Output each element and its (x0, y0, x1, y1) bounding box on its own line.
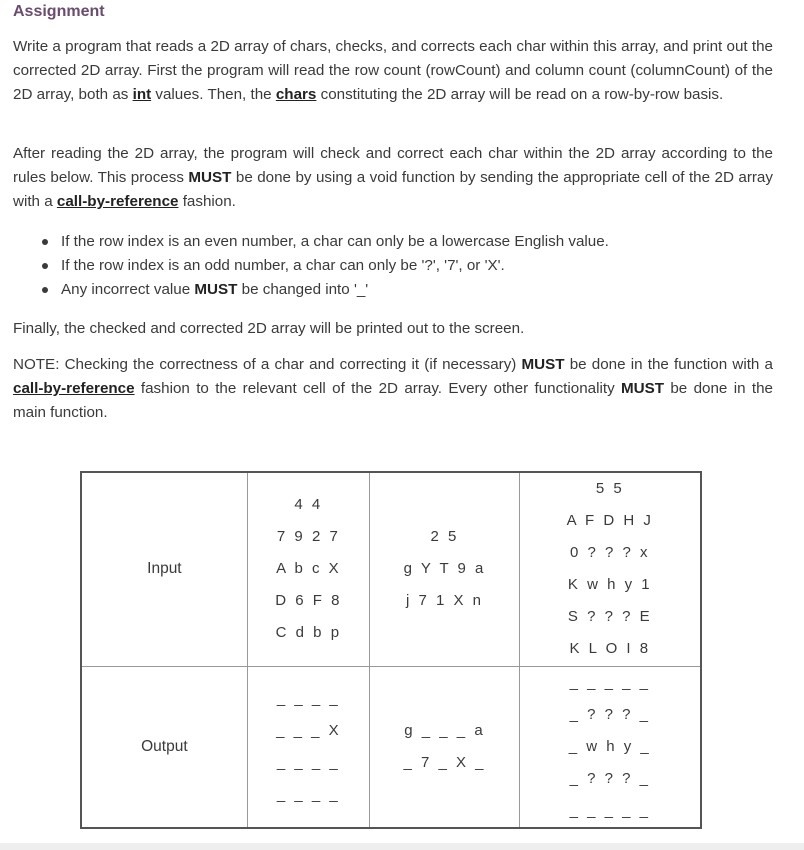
input-cell-2 (370, 472, 520, 666)
cell-line: S ? ? ? E (567, 608, 653, 626)
must-keyword: MUST (621, 380, 665, 397)
process-paragraph (13, 142, 773, 214)
cell-line: _ _ _ _ _ (569, 673, 651, 691)
bullet-icon (42, 239, 48, 245)
cell-line: _ _ _ _ (276, 785, 341, 803)
input-cell-3 (520, 472, 701, 666)
io-example-table (80, 471, 702, 829)
cell-line: 7 9 2 7 (276, 528, 341, 546)
cell-line: _ _ _ _ (276, 753, 341, 771)
output-lines (276, 683, 341, 811)
output-label: Output (81, 666, 247, 828)
input-cell-1 (247, 472, 370, 666)
cell-line: g Y T 9 a (403, 560, 486, 578)
rule-text: If the row index is an even number, a char can only be a lowercase English value. (61, 233, 609, 250)
para1-text-1: Write a program that reads a 2D array of chars, checks, and corrects each char within this array, and print out the corrected 2D array. First the program will read the row count (rowCount) and column count (columnCount) of the 2D array, both as (13, 38, 773, 103)
para1-text-2: values. Then, the (151, 86, 276, 103)
input-lines (275, 489, 342, 649)
para2-text-3: fashion. (178, 193, 236, 210)
cell-line: g _ _ _ a (404, 721, 486, 739)
rule-item (33, 254, 609, 278)
input-lines (404, 521, 486, 617)
cell-line: _ 7 _ X _ (403, 753, 486, 771)
cell-line: 5 5 (595, 480, 625, 498)
note-text-1: NOTE: Checking the correctness of a char and correcting it (if necessary) (13, 356, 522, 373)
chars-keyword: chars (275, 86, 317, 103)
output-lines (403, 715, 486, 779)
cell-line: _ ? ? ? _ (569, 705, 651, 723)
note-paragraph (13, 353, 773, 425)
cell-line: A b c X (276, 560, 342, 578)
must-keyword: MUST (521, 356, 565, 373)
cell-line: 0 ? ? ? x (569, 544, 651, 562)
must-keyword: MUST (188, 169, 232, 186)
cell-line: A F D H J (566, 512, 654, 530)
int-keyword: int (132, 86, 152, 103)
cell-line: _ _ _ _ _ (569, 801, 651, 819)
note-text-4: be done in the main function. (13, 380, 773, 421)
cell-line: K L O I 8 (569, 640, 651, 658)
note-text-3: fashion to the relevant cell of the 2D array. Every other functionality (134, 380, 621, 397)
para1-text-3: constituting the 2D array will be read on a row-by-row basis. (316, 86, 724, 103)
output-lines (569, 667, 652, 827)
cell-line: _ _ _ _ (276, 689, 341, 707)
rule-text-post: be changed into '_' (237, 281, 369, 298)
bullet-icon (42, 287, 48, 293)
cell-line: C d b p (275, 624, 342, 642)
cell-line: 4 4 (294, 496, 323, 514)
call-by-reference-keyword: call-by-reference (56, 193, 179, 210)
cell-line: _ _ _ X (276, 721, 342, 739)
output-cell-2 (370, 666, 520, 828)
rule-item (33, 278, 609, 302)
cell-line: _ ? ? ? _ (569, 769, 651, 787)
cell-line: _ w h y _ (568, 737, 652, 755)
para2-text-1: After reading the 2D array, the program will check and correct each char within the 2D array according to the rules below. This process (13, 145, 773, 186)
input-lines (567, 473, 654, 665)
rule-item (33, 230, 609, 254)
must-keyword: MUST (194, 281, 238, 298)
assignment-heading: Assignment (13, 3, 105, 20)
input-row (81, 472, 701, 666)
description-paragraph (13, 35, 773, 107)
cell-line: D 6 F 8 (275, 592, 342, 610)
rules-list (33, 230, 609, 302)
cell-line: 2 5 (430, 528, 459, 546)
output-cell-3 (520, 666, 701, 828)
input-label: Input (81, 472, 247, 666)
cell-line: j 7 1 X n (405, 592, 484, 610)
bottom-strip (0, 843, 804, 850)
bullet-icon (42, 263, 48, 269)
output-cell-1 (247, 666, 370, 828)
output-row (81, 666, 701, 828)
final-paragraph: Finally, the checked and corrected 2D array will be printed out to the screen. (13, 320, 525, 337)
rule-text-pre: Any incorrect value (61, 281, 195, 298)
note-text-2: be done in the function with a (564, 356, 773, 373)
para2-text-2: be done by using a void function by sending the appropriate cell of the 2D array with a (13, 169, 773, 210)
call-by-reference-keyword: call-by-reference (13, 380, 135, 397)
cell-line: K w h y 1 (567, 576, 653, 594)
rule-text: If the row index is an odd number, a char can only be '?', '7', or 'X'. (61, 257, 505, 274)
